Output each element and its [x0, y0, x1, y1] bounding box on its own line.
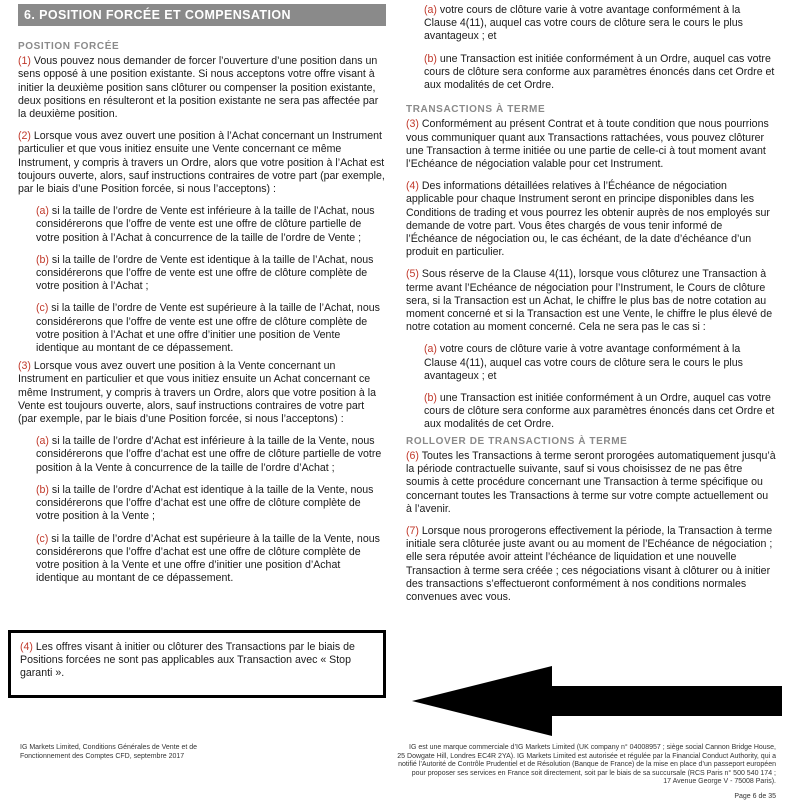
- paragraph-number: (4): [20, 641, 33, 653]
- paragraph-number: (1): [18, 55, 31, 68]
- footer-text: Fonctionnement des Comptes CFD, septembre 2017: [20, 752, 185, 760]
- paragraph-text: Sous réserve de la Clause 4(11), lorsque vous clôturez une Transaction à terme avant l’Echéance de négociation pour l’Instrument, le Cours de clôture sera, si la Transaction est un Achat, le chiffre le plus bas de notre cotation au moment concerné et si la Transaction est une Vente, le chiffre le plus élevé de notre cotation au moment concerné. Cela ne sera pas le cas si :: [406, 268, 773, 334]
- item-text: si la taille de l’ordre d’Achat est supérieure à la taille de la Vente, nous considérerons que l’offre d’achat est une offre de clôture complète de votre position à la Vente et une offre d’initier une position d’Achat identique au montant de ce dépassement.: [36, 532, 380, 585]
- item-text: si la taille de l’ordre de Vente est identique à la taille de l’Achat, nous considérerons que l’offre de vente est une offre de clôture complète de votre position à l’Achat ;: [36, 253, 374, 293]
- item-number: (a): [36, 205, 49, 218]
- paragraph-number: (4): [406, 180, 419, 193]
- heading-rollover: ROLLOVER DE TRANSACTIONS À TERME: [406, 435, 628, 447]
- item-text: votre cours de clôture varie à votre avantage conformément à la Clause 4(11), auquel cas votre cours de clôture sera le cours le plus avantageux ; et: [424, 4, 743, 43]
- paragraph-text: Conformément au présent Contrat et à toute condition que nous pourrions vous communiquer quant aux Transactions rattachées, vous pouvez clôturer une Transaction à terme initiée ou une partie de celle-ci à tout moment avant l’Echéance de négociation valable pour cet Instrument.: [406, 118, 769, 171]
- footer-right: [330, 744, 776, 802]
- paragraph-text: Des informations détaillées relatives à l’Échéance de négociation applicable pour chaque Instrument seront en principe disponibles dans les Conditions de trading et vous pourrez les obtenir auprès de nos employés sur demande de votre part. Vous êtes chargés de vous tenir informé de l’Échéance de négociation ou, le cas échéant, de la date d’échéance d’un produit en particulier.: [406, 180, 770, 259]
- paragraph-number: (3): [406, 118, 419, 131]
- item-2a: [18, 205, 386, 245]
- item-number: (b): [36, 253, 49, 266]
- left-column: [18, 4, 386, 594]
- item-number: (a): [424, 4, 437, 16]
- paragraph-text: Toutes les Transactions à terme seront prorogées automatiquement jusqu’à la période contractuelle suivante, sauf si vous choisissez de ne pas être soumis à cette procédure concernant une Transaction à terme spécifique ou concernant toutes les Transactions à terme sur votre compte actuellement ou à l’avenir.: [406, 449, 776, 515]
- paragraph-number: (7): [406, 524, 419, 537]
- paragraph-number: (6): [406, 449, 419, 462]
- item-text: si la taille de l’ordre d’Achat est inférieure à la taille de la Vente, nous considérerons que l’offre d’achat est une offre de clôture partielle de votre position à la Vente à concurrence de la taille de l’ordre d’Achat ;: [36, 435, 382, 474]
- right-column: [406, 4, 776, 613]
- item-text: une Transaction est initiée conformément à un Ordre, auquel cas votre cours de clôture sera conforme aux paramètres énoncés dans cet Ordre et aux modalités de cet Ordre.: [424, 52, 775, 92]
- item-2c: [18, 302, 386, 355]
- item-number: (a): [424, 343, 437, 356]
- item-3a: [18, 435, 386, 475]
- section-title: 6. POSITION FORCÉE ET COMPENSATION: [18, 4, 386, 26]
- item-number: (c): [36, 532, 49, 545]
- item-top-a: [406, 4, 776, 44]
- item-3b: [18, 484, 386, 524]
- paragraph-text: Lorsque vous avez ouvert une position à l’Achat concernant un Instrument particulier et que vous initiez ensuite une Vente concernant ce même Instrument, y compris à travers un Ordre, alors que votre position à l’Achat est toujours ouverte, alors, sauf instructions contraires de votre part (par exemple, par le biais d’une Position forcée, si nous l’acceptons) :: [18, 130, 385, 196]
- item-text: si la taille de l’ordre de Vente est inférieure à la taille de l’Achat, nous considérerons que l’offre de vente est une offre de clôture partielle de votre position à l’Achat à concurrence de la taille de l’ordre de Vente ;: [36, 205, 375, 244]
- arrow-left-icon: [412, 664, 782, 738]
- paragraph-text: Les offres visant à initier ou clôturer des Transactions par le biais de Positions forcées ne sont pas applicables aux Transaction avec « Stop garanti ».: [20, 641, 355, 680]
- footer-text: 17 Avenue George V - 75008 Paris).: [663, 778, 776, 786]
- footer-text: pour proposer ses services en France soit directement, soit par le biais de sa succursale (RCS Paris n° 500 540 174 ;: [411, 769, 776, 777]
- item-t5a: [406, 343, 776, 383]
- paragraph-t6: [406, 450, 776, 516]
- item-text: une Transaction est initiée conformément à un Ordre, auquel cas votre cours de clôture sera conforme aux paramètres énoncés dans cet Ordre et aux modalités de cet Ordre.: [424, 392, 775, 431]
- item-text: votre cours de clôture varie à votre avantage conformément à la Clause 4(11), auquel cas votre cours de clôture sera le cours le plus avantageux ; et: [424, 343, 743, 382]
- item-text: si la taille de l’ordre d’Achat est identique à la taille de la Vente, nous considérerons que l’offre d’achat est une offre de clôture complète de votre position à la Vente ;: [36, 483, 374, 523]
- heading-transactions-a-terme: TRANSACTIONS À TERME: [406, 104, 546, 116]
- footer-text: notifié l’Autorité de Contrôle Prudentiel et de Résolution (Banque de France) de la mise en place d’un passeport européen: [398, 761, 776, 769]
- paragraph-t4: [406, 180, 776, 259]
- footer-text: IG Markets Limited, Conditions Générales de Vente et de: [20, 744, 198, 751]
- item-number: (b): [36, 483, 49, 496]
- item-t5b: [406, 392, 776, 432]
- paragraph-2: [18, 130, 386, 196]
- footer-text: IG est une marque commerciale d’IG Markets Limited (UK company n° 04008957 ; siège social Cannon Bridge House,: [409, 744, 776, 751]
- paragraph-text: Lorsque nous prorogerons effectivement la période, la Transaction à terme initiale sera clôturée juste avant ou au moment de l’Echéance de négociation ; elle sera réputée avoir atteint l’échéance de liquidation et une nouvelle Transaction à terme sera créée ; ces négociations visant à clôturer ou à initier des transactions s’effectueront conformément à nos conditions normales convenues avec vous.: [406, 524, 773, 603]
- item-text: si la taille de l’ordre de Vente est supérieure à la taille de l’Achat, nous considérerons que l’offre de vente est une offre de clôture complète de votre position à l’Achat et une offre d’initier une position de Vente identique au montant de ce dépassement.: [36, 302, 380, 355]
- item-top-b: [406, 53, 776, 93]
- item-number: (c): [36, 302, 49, 315]
- paragraph-number: (3): [18, 360, 31, 373]
- heading-position-forcee: POSITION FORCÉE: [18, 41, 120, 52]
- item-2b: [18, 254, 386, 294]
- item-number: (b): [424, 52, 437, 65]
- paragraph-4: [20, 641, 380, 681]
- item-number: (b): [424, 392, 437, 405]
- paragraph-t5: [406, 268, 776, 334]
- paragraph-t7: [406, 525, 776, 604]
- paragraph-number: (5): [406, 268, 419, 281]
- footer-text: 25 Dowgate Hill, Londres EC4R 2YA). IG Markets Limited est autorisée et régulée par la Financial Conduct Authority, qui a: [397, 752, 776, 760]
- paragraph-1: [18, 55, 386, 121]
- item-3c: [18, 533, 386, 586]
- paragraph-3: [18, 360, 386, 426]
- paragraph-text: Lorsque vous avez ouvert une position à la Vente concernant un Instrument en particulier et que vous initiez ensuite un Achat concernant ce même Instrument, y compris à travers un Ordre, alors que votre position à la Vente est toujours ouverte, alors, sauf instructions contraires de votre part (par exemple, par le biais d’une Position forcée, si nous l’acceptons) :: [18, 360, 376, 426]
- item-number: (a): [36, 435, 49, 448]
- paragraph-number: (2): [18, 130, 31, 143]
- footer-left: [20, 744, 230, 761]
- paragraph-text: Vous pouvez nous demander de forcer l’ouverture d’une position dans un sens opposé à une position existante. Si nous acceptons votre offre visant à initier la deuxième position sans clôturer ou compenser la position existante, deux positions en résulteront et la position existante ne sera pas affectée par la deuxième position.: [18, 55, 379, 121]
- paragraph-t3: [406, 118, 776, 171]
- page-number: Page 6 de 35: [734, 792, 776, 800]
